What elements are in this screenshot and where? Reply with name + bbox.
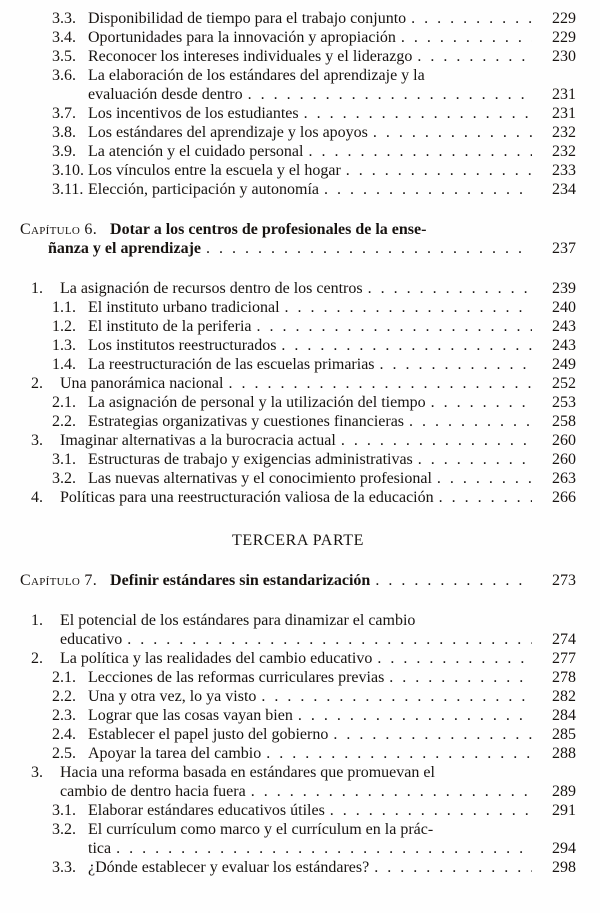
dot-leader xyxy=(389,668,532,687)
page-number: 232 xyxy=(552,143,576,160)
toc-entry-line xyxy=(20,649,576,668)
page-number: 289 xyxy=(552,783,576,800)
dot-leader xyxy=(248,85,532,104)
dot-leader xyxy=(380,355,532,374)
dot-leader xyxy=(377,649,532,668)
dot-leader xyxy=(261,687,532,706)
entry-text: Lograr que las cosas vayan bien xyxy=(88,707,293,724)
dot-leader xyxy=(285,298,532,317)
entry-text: El currículum como marco y el currículum en la prác- xyxy=(88,821,434,838)
entry-number: 2.1. xyxy=(52,394,76,411)
toc-entry-line xyxy=(20,336,576,355)
entry-text: Disponibilidad de tiempo para el trabajo conjunto xyxy=(88,10,407,27)
dot-leader xyxy=(127,630,532,649)
entry-text: El instituto de la periferia xyxy=(88,318,252,335)
page-number: 260 xyxy=(552,451,576,468)
dot-leader xyxy=(324,180,532,199)
chapter-heading-line xyxy=(20,571,576,590)
toc-entry-line xyxy=(20,180,576,199)
entry-number: 3.1. xyxy=(52,802,76,819)
entry-text: cambio de dentro hacia fuera xyxy=(60,783,246,800)
toc-entry-line xyxy=(20,374,576,393)
entry-text: Imaginar alternativas a la burocracia actual xyxy=(60,432,336,449)
toc-entry-line xyxy=(20,450,576,469)
page-number: 294 xyxy=(552,840,576,857)
toc-entry-line xyxy=(20,161,576,180)
page-number: 258 xyxy=(552,413,576,430)
entry-number: 3.1. xyxy=(52,451,76,468)
entry-number: 3.5. xyxy=(52,48,76,65)
chapter-7-contents xyxy=(20,611,576,877)
page-number: 291 xyxy=(552,802,576,819)
dot-leader xyxy=(308,142,532,161)
toc-entry-continuation xyxy=(20,839,576,858)
entry-text: Elección, participación y autonomía xyxy=(88,181,320,198)
chapter-7-heading xyxy=(20,571,576,590)
toc-entry-line xyxy=(20,142,576,161)
entry-text: Los incentivos de los estudiantes xyxy=(88,105,299,122)
entry-text: Establecer el papel justo del gobierno xyxy=(88,726,329,743)
toc-entry-continuation xyxy=(20,85,576,104)
entry-number: 3.7. xyxy=(52,105,76,122)
entry-text: Elaborar estándares educativos útiles xyxy=(88,802,325,819)
entry-text: La reestructuración de las escuelas primarias xyxy=(88,356,375,373)
toc-entry-line xyxy=(20,820,576,839)
dot-leader xyxy=(346,161,532,180)
toc-entry-line xyxy=(20,66,576,85)
entry-text: La atención y el cuidado personal xyxy=(88,143,304,160)
toc-entry-line xyxy=(20,801,576,820)
entry-number: 3.8. xyxy=(52,124,76,141)
toc-entry-line xyxy=(20,9,576,28)
entry-text: evaluación desde dentro xyxy=(88,86,243,103)
entry-number: 3.9. xyxy=(52,143,76,160)
toc-entry-line xyxy=(20,668,576,687)
entry-text: Oportunidades para la innovación y apropiación xyxy=(88,29,396,46)
dot-leader xyxy=(409,412,532,431)
page-number: 263 xyxy=(552,470,576,487)
dot-leader xyxy=(373,123,532,142)
dot-leader xyxy=(333,725,532,744)
toc-entry-continuation xyxy=(20,782,576,801)
entry-text: Una y otra vez, lo ya visto xyxy=(88,688,257,705)
toc-entry-line xyxy=(20,298,576,317)
entry-number: 2.3. xyxy=(52,707,76,724)
toc-entry-line xyxy=(20,28,576,47)
page-number: 252 xyxy=(552,375,576,392)
entry-number: 2.2. xyxy=(52,688,76,705)
chapter-label: Capítulo 6. xyxy=(20,221,98,238)
chapter-6-heading xyxy=(20,220,576,258)
entry-number: 1. xyxy=(31,280,43,297)
dot-leader xyxy=(266,744,532,763)
toc-entry-line xyxy=(20,123,576,142)
chapter-5-subsections xyxy=(20,9,576,199)
toc-entry-line xyxy=(20,687,576,706)
page-number: 285 xyxy=(552,726,576,743)
entry-text: educativo xyxy=(60,631,123,648)
entry-number: 3.4. xyxy=(52,29,76,46)
toc-entry-line xyxy=(20,469,576,488)
entry-text: ¿Dónde establecer y evaluar los estándares? xyxy=(88,859,370,876)
page-number: 243 xyxy=(552,318,576,335)
page-number: 284 xyxy=(552,707,576,724)
entry-text: Apoyar la tarea del cambio xyxy=(88,745,262,762)
toc-entry-line xyxy=(20,763,576,782)
entry-text: Los estándares del aprendizaje y los apoyos xyxy=(88,124,368,141)
page-number: 229 xyxy=(552,10,576,27)
page-number: 232 xyxy=(552,124,576,141)
entry-number: 2. xyxy=(31,650,43,667)
entry-number: 1.1. xyxy=(52,299,76,316)
entry-text: Las nuevas alternativas y el conocimiento profesional xyxy=(88,470,432,487)
entry-text: Los vínculos entre la escuela y el hogar xyxy=(88,162,341,179)
part-three-heading: TERCERA PARTE xyxy=(231,532,365,549)
page-number: 233 xyxy=(552,162,576,179)
entry-number: 2. xyxy=(31,375,43,392)
entry-text: Los institutos reestructurados xyxy=(88,337,277,354)
entry-number: 1.2. xyxy=(52,318,76,335)
dot-leader xyxy=(330,801,532,820)
dot-leader xyxy=(411,9,532,28)
entry-number: 3.2. xyxy=(52,470,76,487)
chapter-label: Capítulo 7. xyxy=(20,572,98,589)
dot-leader xyxy=(417,47,532,66)
dot-leader xyxy=(401,28,532,47)
entry-number: 3.3. xyxy=(52,10,76,27)
entry-number: 3.11. xyxy=(52,181,84,198)
toc-entry-line xyxy=(20,611,576,630)
page-number: 234 xyxy=(552,181,576,198)
dot-leader xyxy=(418,450,532,469)
dot-leader xyxy=(281,336,532,355)
page-number: 231 xyxy=(552,105,576,122)
entry-number: 1.4. xyxy=(52,356,76,373)
dot-leader xyxy=(431,393,532,412)
entry-text: Estrategias organizativas y cuestiones financieras xyxy=(88,413,405,430)
toc-entry-line xyxy=(20,744,576,763)
page-number: 231 xyxy=(552,86,576,103)
entry-text: Lecciones de las reformas curriculares previas xyxy=(88,669,385,686)
entry-text: Hacia una reforma basada en estándares que promuevan el xyxy=(60,764,435,781)
entry-text: tica xyxy=(88,840,112,857)
entry-number: 4. xyxy=(31,489,43,506)
page-number: 249 xyxy=(552,356,576,373)
page-number: 282 xyxy=(552,688,576,705)
dot-leader xyxy=(437,469,532,488)
dot-leader xyxy=(304,104,532,123)
entry-text: La asignación de recursos dentro de los centros xyxy=(60,280,363,297)
dot-leader xyxy=(298,706,532,725)
page-number: 277 xyxy=(552,650,576,667)
toc-entry-line xyxy=(20,488,576,507)
toc-entry-line xyxy=(20,725,576,744)
dot-leader xyxy=(375,571,532,590)
toc-entry-line xyxy=(20,412,576,431)
entry-number: 2.5. xyxy=(52,745,76,762)
dot-leader xyxy=(257,317,533,336)
page-number: 237 xyxy=(552,240,576,257)
entry-number: 1. xyxy=(31,612,43,629)
entry-text: La elaboración de los estándares del aprendizaje y la xyxy=(88,67,425,84)
entry-number: 2.1. xyxy=(52,669,76,686)
page-number: 260 xyxy=(552,432,576,449)
entry-text: El potencial de los estándares para dinamizar el cambio xyxy=(60,612,416,629)
chapter-6-contents xyxy=(20,279,576,507)
chapter-title: Dotar a los centros de profesionales de la ense- xyxy=(110,221,427,238)
entry-text: Una panorámica nacional xyxy=(60,375,224,392)
entry-text: Reconocer los intereses individuales y el liderazgo xyxy=(88,48,413,65)
entry-number: 2.2. xyxy=(52,413,76,430)
page-number: 274 xyxy=(552,631,576,648)
page-number: 278 xyxy=(552,669,576,686)
toc-entry-line xyxy=(20,104,576,123)
page-number: 243 xyxy=(552,337,576,354)
toc-entry-line xyxy=(20,858,576,877)
entry-number: 3.6. xyxy=(52,67,76,84)
entry-number: 3.3. xyxy=(52,859,76,876)
toc-entry-line xyxy=(20,47,576,66)
page-number: 288 xyxy=(552,745,576,762)
toc-entry-line xyxy=(20,431,576,450)
toc-entry-continuation xyxy=(20,630,576,649)
entry-number: 3. xyxy=(31,764,43,781)
toc-entry-line xyxy=(20,393,576,412)
dot-leader xyxy=(439,488,532,507)
chapter-title: ñanza y el aprendizaje xyxy=(48,240,202,257)
entry-number: 2.4. xyxy=(52,726,76,743)
toc-entry-line xyxy=(20,706,576,725)
dot-leader xyxy=(368,279,532,298)
entry-number: 1.3. xyxy=(52,337,76,354)
page-number: 298 xyxy=(552,859,576,876)
chapter-heading-line xyxy=(20,220,576,239)
dot-leader xyxy=(228,374,532,393)
entry-text: El instituto urbano tradicional xyxy=(88,299,280,316)
chapter-heading-continuation xyxy=(20,239,576,258)
page-number: 239 xyxy=(552,280,576,297)
entry-number: 3.10. xyxy=(52,162,84,179)
page-number: 240 xyxy=(552,299,576,316)
entry-text: Estructuras de trabajo y exigencias administrativas xyxy=(88,451,413,468)
toc-sections xyxy=(20,9,576,877)
page-number: 229 xyxy=(552,29,576,46)
page-number: 273 xyxy=(552,572,576,589)
dot-leader xyxy=(374,858,532,877)
entry-number: 3.2. xyxy=(52,821,76,838)
dot-leader xyxy=(251,782,532,801)
dot-leader xyxy=(116,839,532,858)
toc-entry-line xyxy=(20,317,576,336)
toc-entry-line xyxy=(20,355,576,374)
page-number: 266 xyxy=(552,489,576,506)
entry-text: La política y las realidades del cambio educativo xyxy=(60,650,373,667)
toc-entry-line xyxy=(20,279,576,298)
entry-number: 3. xyxy=(31,432,43,449)
page-number: 253 xyxy=(552,394,576,411)
entry-text: Políticas para una reestructuración valiosa de la educación xyxy=(60,489,434,506)
page-number: 230 xyxy=(552,48,576,65)
dot-leader xyxy=(341,431,532,450)
dot-leader xyxy=(206,239,532,258)
entry-text: La asignación de personal y la utilización del tiempo xyxy=(88,394,426,411)
chapter-title: Definir estándares sin estandarización xyxy=(110,572,371,589)
